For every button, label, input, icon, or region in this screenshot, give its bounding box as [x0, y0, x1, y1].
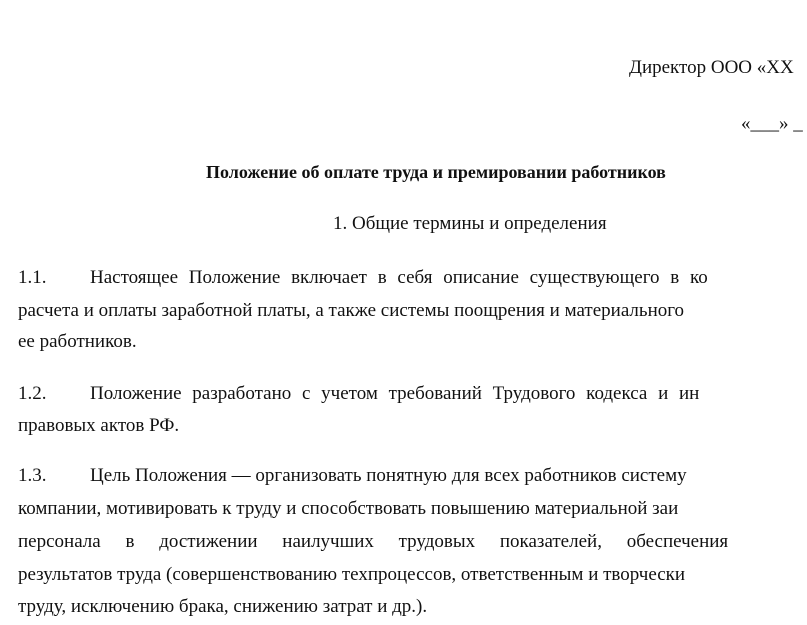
date-placeholder: «___» _ — [741, 113, 803, 134]
paragraph-line: персонала в достижении наилучших трудовых показателей, обеспечения — [18, 531, 729, 552]
paragraph-line: правовых актов РФ. — [18, 415, 180, 436]
paragraph-number: 1.3. — [18, 465, 47, 486]
paragraph-line: Настоящее Положение включает в себя описание существующего в ко — [90, 267, 708, 288]
paragraph-number: 1.1. — [18, 267, 47, 288]
paragraph-line: Цель Положения — организовать понятную для всех работников систему — [90, 465, 687, 486]
paragraph-line: расчета и оплаты заработной платы, а также системы поощрения и материального — [18, 300, 685, 321]
document-title: Положение об оплате труда и премировании работников — [206, 162, 666, 182]
section-heading: 1. Общие термины и определения — [333, 213, 607, 234]
director-header: Директор ООО «ХХ — [629, 57, 794, 78]
paragraph-number: 1.2. — [18, 383, 47, 404]
paragraph-line: ее работников. — [18, 331, 137, 352]
paragraph-line: результатов труда (совершенствованию техпроцессов, ответственным и творчески — [18, 564, 686, 585]
paragraph-line: труду, исключению брака, снижению затрат и др.). — [18, 596, 428, 617]
paragraph-line: Положение разработано с учетом требований Трудового кодекса и ин — [90, 383, 700, 404]
paragraph-line: компании, мотивировать к труду и способствовать повышению материальной заи — [18, 498, 679, 519]
